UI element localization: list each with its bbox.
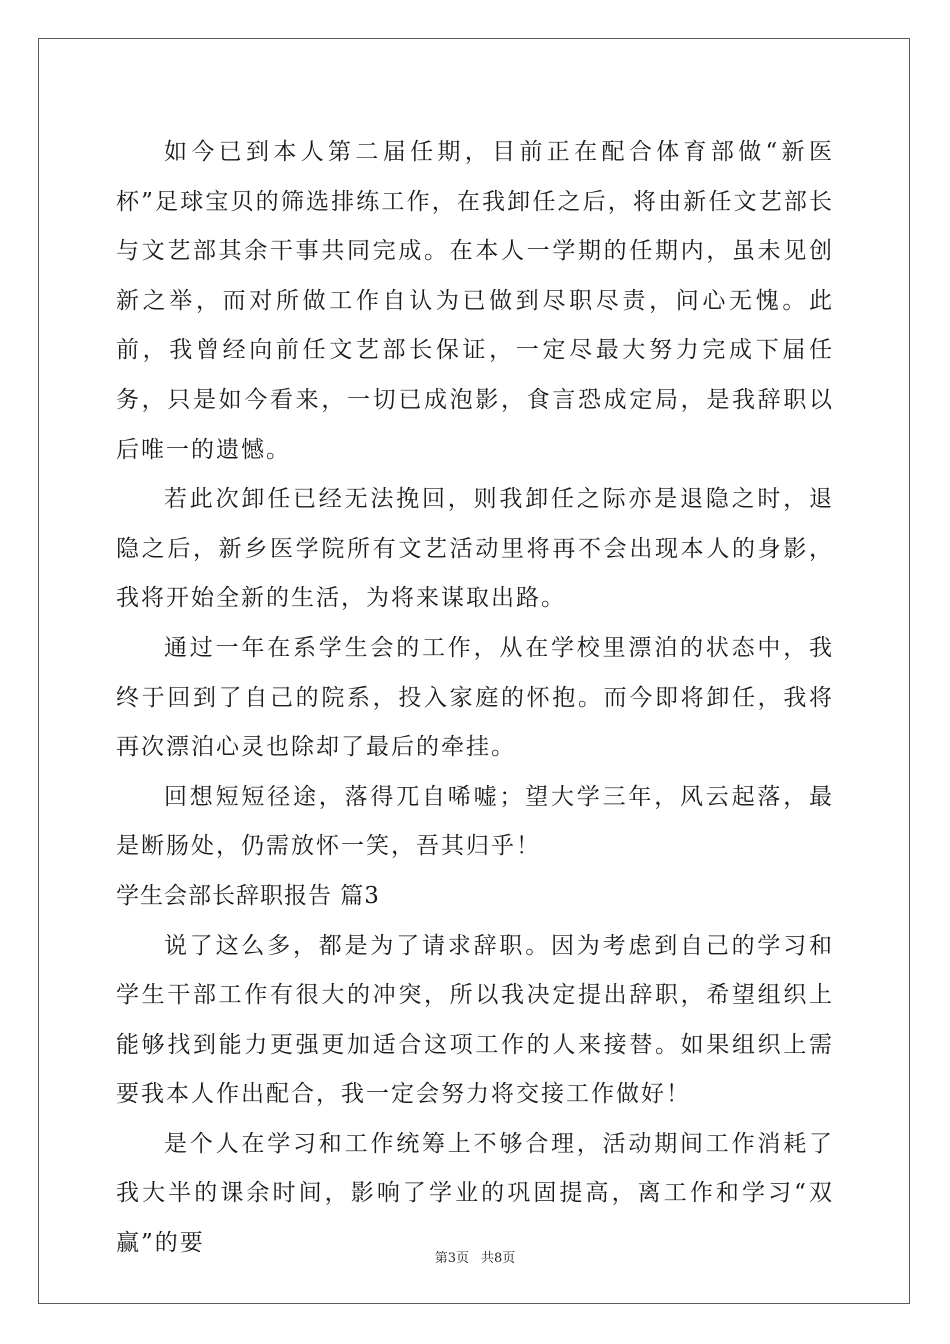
page-total: 共8页 [481, 1251, 516, 1266]
section-heading: 学生会部长辞职报告 篇3 [116, 882, 380, 909]
paragraph: 回想短短径途，落得兀自唏嘘；望大学三年，风云起落，最是断肠处，仍需放怀一笑，吾其归乎！ [116, 783, 834, 860]
page-footer [0, 1247, 950, 1266]
paragraph: 是个人在学习和工作统筹上不够合理，活动期间工作消耗了我大半的课余时间，影响了学业的巩固提高，离工作和学习“双赢”的要 [116, 1130, 834, 1257]
paragraph: 说了这么多，都是为了请求辞职。因为考虑到自己的学习和学生干部工作有很大的冲突，所以我决定提出辞职，希望组织上能够找到能力更强更加适合这项工作的人来接替。如果组织上需要我本人作出配合，我一定会努力将交接工作做好！ [116, 932, 834, 1108]
paragraph: 若此次卸任已经无法挽回，则我卸任之际亦是退隐之时，退隐之后，新乡医学院所有文艺活动里将再不会出现本人的身影，我将开始全新的生活，为将来谋取出路。 [116, 486, 834, 612]
page-number: 第3页 [434, 1251, 469, 1266]
paragraph: 通过一年在系学生会的工作，从在学校里漂泊的状态中，我终于回到了自己的院系，投入家庭的怀抱。而今即将卸任，我将再次漂泊心灵也除却了最后的牵挂。 [116, 634, 834, 761]
document-body [116, 128, 834, 1269]
paragraph: 如今已到本人第二届任期，目前正在配合体育部做“新医杯”足球宝贝的筛选排练工作，在我卸任之后，将由新任文艺部长与文艺部其余干事共同完成。在本人一学期的任期内，虽未见创新之举，而对所做工作自认为已做到尽职尽责，问心无愧。此前，我曾经向前任文艺部长保证，一定尽最大努力完成下届任务，只是如今看来，一切已成泡影，食言恐成定局，是我辞职以后唯一的遗憾。 [116, 139, 834, 463]
